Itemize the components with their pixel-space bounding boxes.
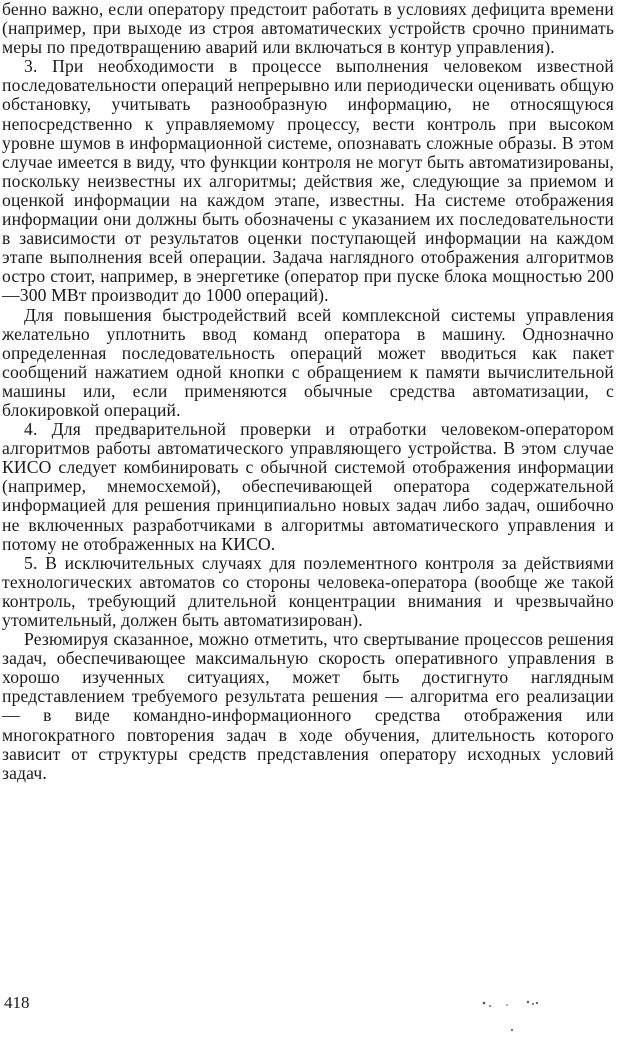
paragraph-item-4: 4. Для предварительной проверки и отработки человеком-оператором алгоритмов работы автоматического управляющего устройства. В этом случае КИСО следует комбинировать с обычной системой отображения информации (например, мнемосхемой), обеспечивающей оператора содержательной информацией для решения принципиально новых задач либо задач, ошибочно не включенных разработчиками в алгоритмы автоматического управления и потому не отображенных на КИСО. (2, 419, 614, 554)
paragraph-summary: Резюмируя сказанное, можно отметить, что свертывание процессов решения задач, обеспечивающее максимальную скорость оперативного управления в хорошо изученных ситуациях, может быть достигнуто наглядным представлением требуемого результата решения — алгоритма его реализации — в виде командно-информационного средства отображения или многократного повторения задач в ходе обучения, длительность которого зависит от структуры средств представления оператору исходных условий задач. (2, 629, 614, 783)
paragraph-item-3: 3. При необходимости в процессе выполнения человеком известной последовательности операций непрерывно или периодически оценивать общую обстановку, учитывать разнообразную информацию, не относящуюся непосредственно к управляемому процессу, вести контроль при высоком уровне шумов в информационной системе, опознавать сложные образы. В этом случае имеется в виду, что функции контроля не могут быть автоматизированы, поскольку неизвестны их алгоритмы; действия же, следующие за приемом и оценкой информации на каждом этапе, известны. На системе отображения информации они должны быть обозначены с указанием их последовательности в зависимости от результатов оценки поступающей информации на каждом этапе выполнения всей операции. Задача наглядного отображения алгоритмов остро стоит, например, в энергетике (оператор при пуске блока мощностью 200—300 МВт производит до 1000 операций). (2, 56, 614, 306)
page-number: 418 (4, 993, 30, 1012)
paragraph-speed: Для повышения быстродействий всей комплексной системы управления желательно уплотнить ввод команд оператора в машину. Однозначно определенная последовательность операций может вводиться как пакет сообщений нажатием одной кнопки с обращением к памяти вычислительной машины или, если применяются обычные средства автоматизации, с блокировкой операций. (2, 304, 614, 420)
paragraph-item-5: 5. В исключительных случаях для поэлементного контроля за действиями технологических автоматов со стороны человека-оператора (вообще же такой контроль, требующий длительной концентрации внимания и чрезвычайно утомительный, должен быть автоматизирован). (2, 552, 614, 630)
page-body (2, 0, 614, 783)
paragraph-continuation: бенно важно, если оператору предстоит работать в условиях дефицита времени (например, при выходе из строя автоматических устройств срочно принимать меры по предотвращению аварий или включаться в контур управления). (2, 0, 614, 58)
scan-specks-decoration (470, 994, 590, 1054)
